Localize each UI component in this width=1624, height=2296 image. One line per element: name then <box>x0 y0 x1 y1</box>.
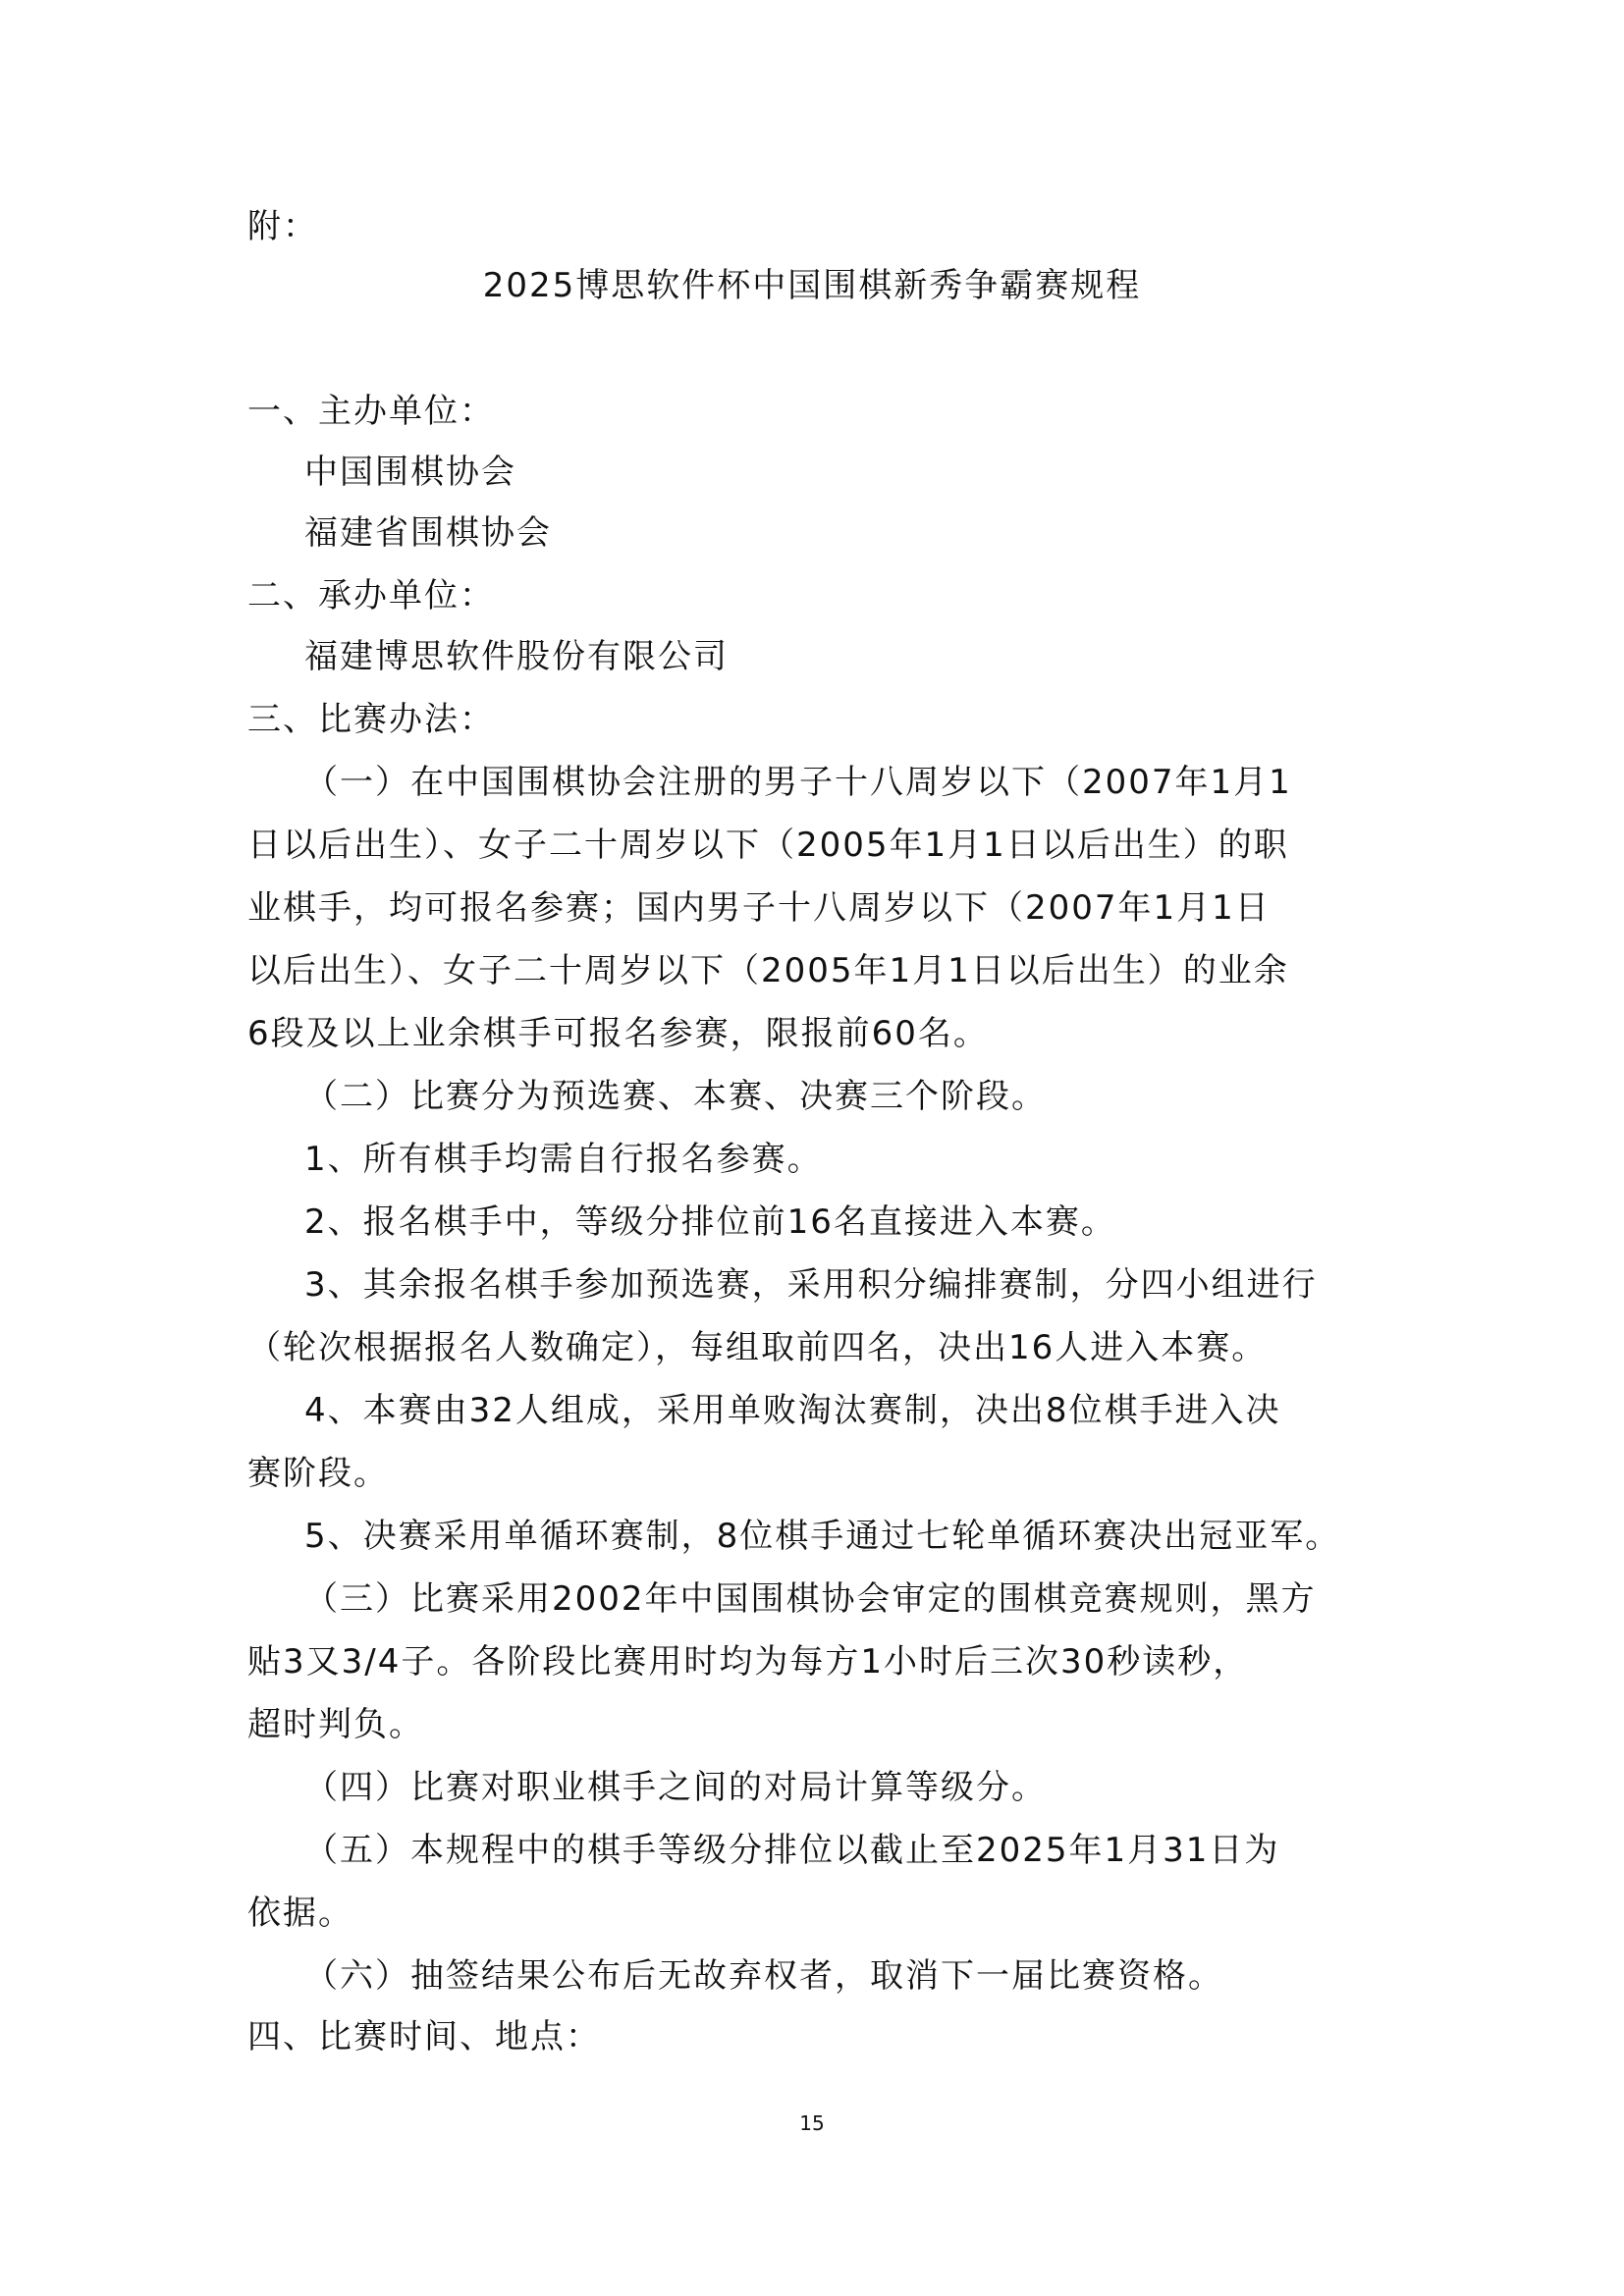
paragraph-line: 依据。 <box>247 1894 353 1933</box>
document-title: 2025博思软件杯中国围棋新秀争霸赛规程 <box>482 266 1142 305</box>
organizer-item: 中国围棋协会 <box>304 453 516 492</box>
paragraph-line: （四）比赛对职业棋手之间的对局计算等级分。 <box>304 1768 1047 1807</box>
paragraph-line: 2、报名棋手中，等级分排位前16名直接进入本赛。 <box>304 1202 1116 1242</box>
section-heading-undertaker: 二、承办单位： <box>247 576 495 615</box>
paragraph-line: （六）抽签结果公布后无故弃权者，取消下一届比赛资格。 <box>304 1956 1223 1996</box>
section-heading-organizer: 一、主办单位： <box>247 392 495 431</box>
paragraph-line: 3、其余报名棋手参加预选赛，采用积分编排赛制，分四小组进行 <box>304 1265 1318 1305</box>
paragraph-line: 超时判负。 <box>247 1705 424 1744</box>
paragraph-line: 1、所有棋手均需自行报名参赛。 <box>304 1140 823 1179</box>
paragraph-line: 贴3又3/4子。各阶段比赛用时均为每方1小时后三次30秒读秒， <box>247 1642 1249 1682</box>
section-heading-time-place: 四、比赛时间、地点： <box>247 2017 601 2056</box>
organizer-item: 福建省围棋协会 <box>304 513 552 553</box>
paragraph-line: 5、决赛采用单循环赛制，8位棋手通过七轮单循环赛决出冠亚军。 <box>304 1517 1341 1556</box>
section-heading-rules: 三、比赛办法： <box>247 700 495 739</box>
paragraph-line: （二）比赛分为预选赛、本赛、决赛三个阶段。 <box>304 1077 1047 1116</box>
paragraph-line: 6段及以上业余棋手可报名参赛，限报前60名。 <box>247 1014 989 1053</box>
paragraph-line: （轮次根据报名人数确定），每组取前四名，决出16人进入本赛。 <box>247 1328 1268 1367</box>
paragraph-line: （五）本规程中的棋手等级分排位以截止至2025年1月31日为 <box>304 1831 1280 1870</box>
paragraph-line: 以后出生）、女子二十周岁以下（2005年1月1日以后出生）的业余 <box>247 951 1289 990</box>
paragraph-line: 赛阶段。 <box>247 1454 389 1493</box>
page-number: 15 <box>799 2111 825 2135</box>
paragraph-line: （三）比赛采用2002年中国围棋协会审定的围棋竞赛规则，黑方 <box>304 1579 1317 1619</box>
undertaker-item: 福建博思软件股份有限公司 <box>304 637 729 676</box>
paragraph-line: （一）在中国围棋协会注册的男子十八周岁以下（2007年1月1 <box>304 763 1292 802</box>
paragraph-line: 业棋手，均可报名参赛；国内男子十八周岁以下（2007年1月1日 <box>247 888 1271 928</box>
paragraph-line: 4、本赛由32人组成，采用单败淘汰赛制，决出8位棋手进入决 <box>304 1391 1281 1430</box>
paragraph-line: 日以后出生）、女子二十周岁以下（2005年1月1日以后出生）的职 <box>247 826 1289 865</box>
attachment-prefix: 附： <box>247 207 318 246</box>
